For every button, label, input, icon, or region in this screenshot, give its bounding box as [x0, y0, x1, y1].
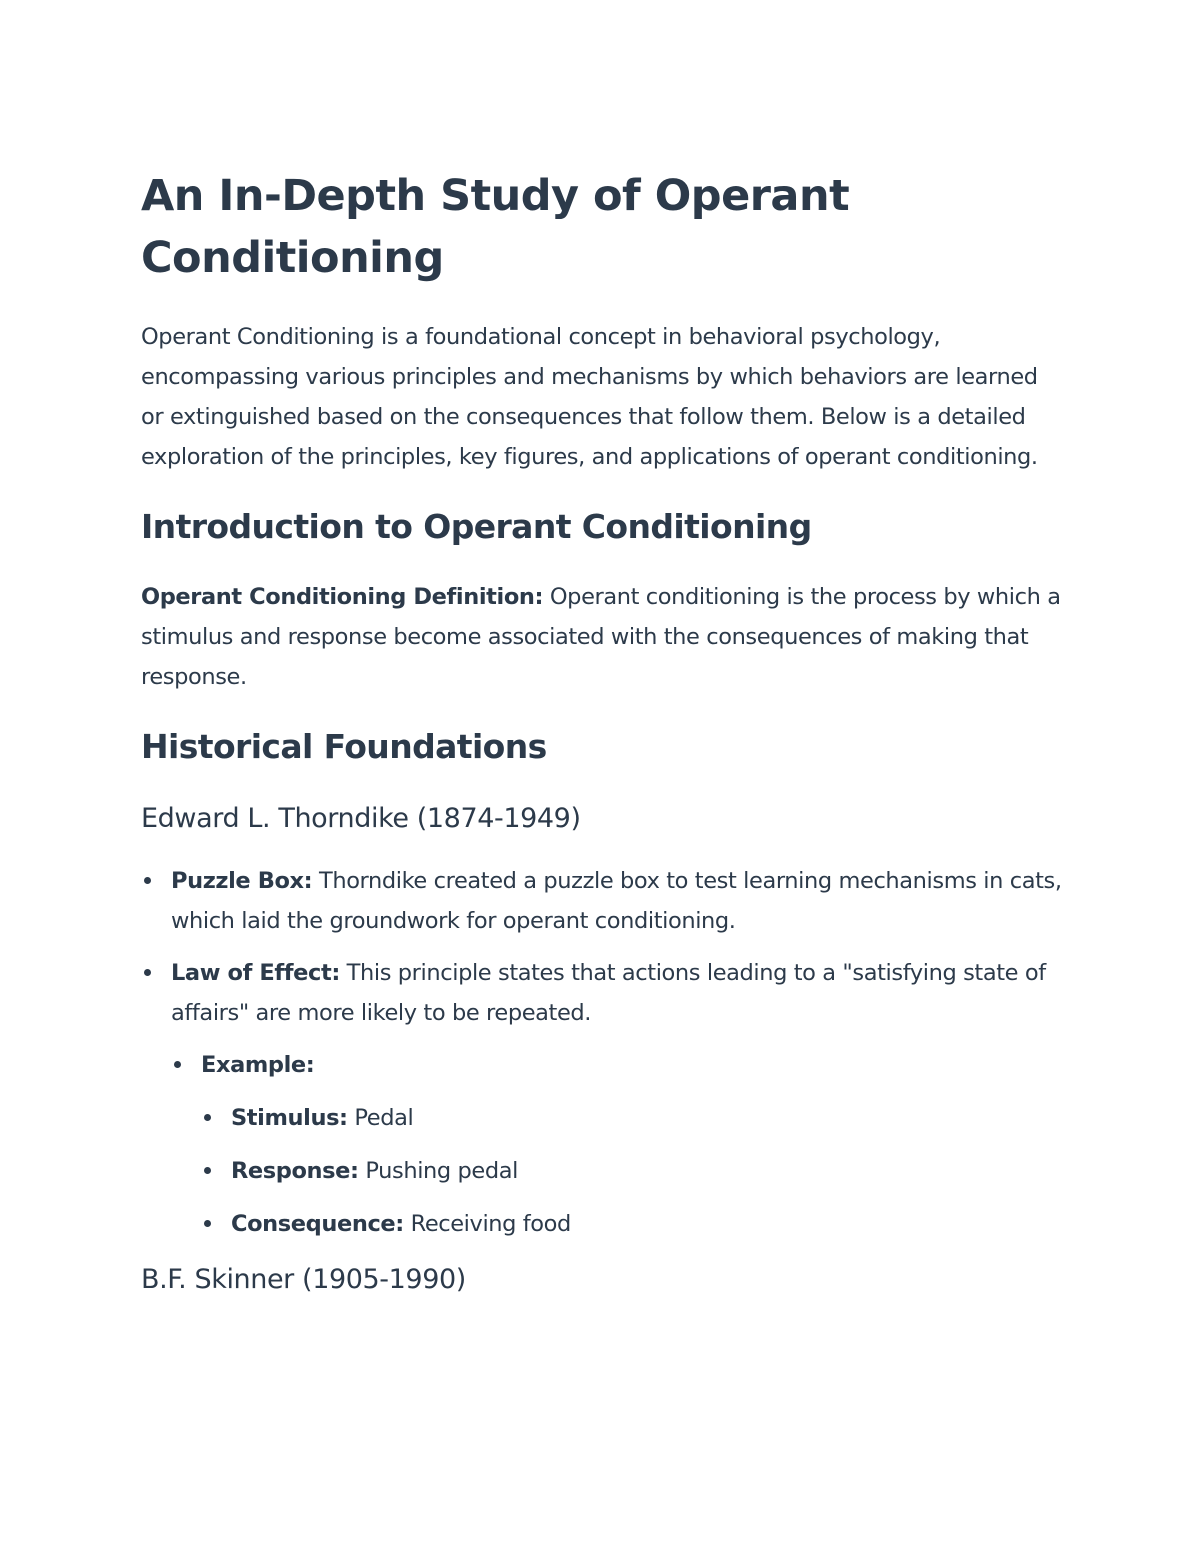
- thorndike-list: [141, 861, 1066, 1244]
- list-item-label: Response:: [231, 1158, 359, 1184]
- example-sublist: [201, 1098, 1066, 1244]
- definition-label: Operant Conditioning Definition:: [141, 584, 544, 610]
- list-item-label: Law of Effect:: [171, 960, 340, 986]
- list-item-label: Consequence:: [231, 1211, 404, 1237]
- list-item-text: Pushing pedal: [358, 1158, 518, 1184]
- bullet-icon: [204, 1167, 211, 1174]
- list-item-response: [201, 1151, 1066, 1191]
- intro-paragraph: Operant Conditioning is a foundational concept in behavioral psychology, encompassing various principles and mechanisms by which behaviors are learned or extinguished based on the consequences that follow them. Below is a detailed exploration of the principles, key figures, and applications of operant conditioning.: [141, 324, 1038, 470]
- list-item-text: This principle states that actions leading to a "satisfying state of affairs" are more likely to be repeated.: [171, 960, 1046, 1026]
- list-item-text: Pedal: [347, 1105, 414, 1131]
- section-heading-historical-foundations: Historical Foundations: [141, 727, 547, 766]
- list-item-label: Puzzle Box:: [171, 868, 313, 894]
- list-item-example: [171, 1045, 1066, 1244]
- bullet-icon: [174, 1061, 181, 1068]
- bullet-icon: [144, 877, 151, 884]
- list-item-label: Stimulus:: [231, 1105, 348, 1131]
- list-item-puzzle-box: [141, 861, 1066, 941]
- document-page: [141, 165, 1066, 1300]
- definition-text: Operant conditioning is the process by which a stimulus and response become associated with the consequences of making that response.: [141, 584, 1061, 690]
- subheading-skinner: B.F. Skinner (1905-1990): [141, 1264, 466, 1295]
- law-of-effect-sublist: [171, 1045, 1066, 1244]
- page-title: An In-Depth Study of Operant Conditioning: [141, 171, 850, 283]
- bullet-icon: [144, 969, 151, 976]
- list-item-label: Example:: [201, 1052, 315, 1078]
- list-item-text: Receiving food: [403, 1211, 571, 1237]
- list-item-law-of-effect: [141, 953, 1066, 1244]
- list-item-stimulus: [201, 1098, 1066, 1138]
- section-heading-introduction: Introduction to Operant Conditioning: [141, 507, 812, 546]
- list-item-text: Thorndike created a puzzle box to test learning mechanisms in cats, which laid the groundwork for operant conditioning.: [171, 868, 1062, 934]
- bullet-icon: [204, 1114, 211, 1121]
- list-item-consequence: [201, 1204, 1066, 1244]
- bullet-icon: [204, 1220, 211, 1227]
- definition-paragraph: [141, 577, 1066, 697]
- subheading-thorndike: Edward L. Thorndike (1874-1949): [141, 803, 581, 834]
